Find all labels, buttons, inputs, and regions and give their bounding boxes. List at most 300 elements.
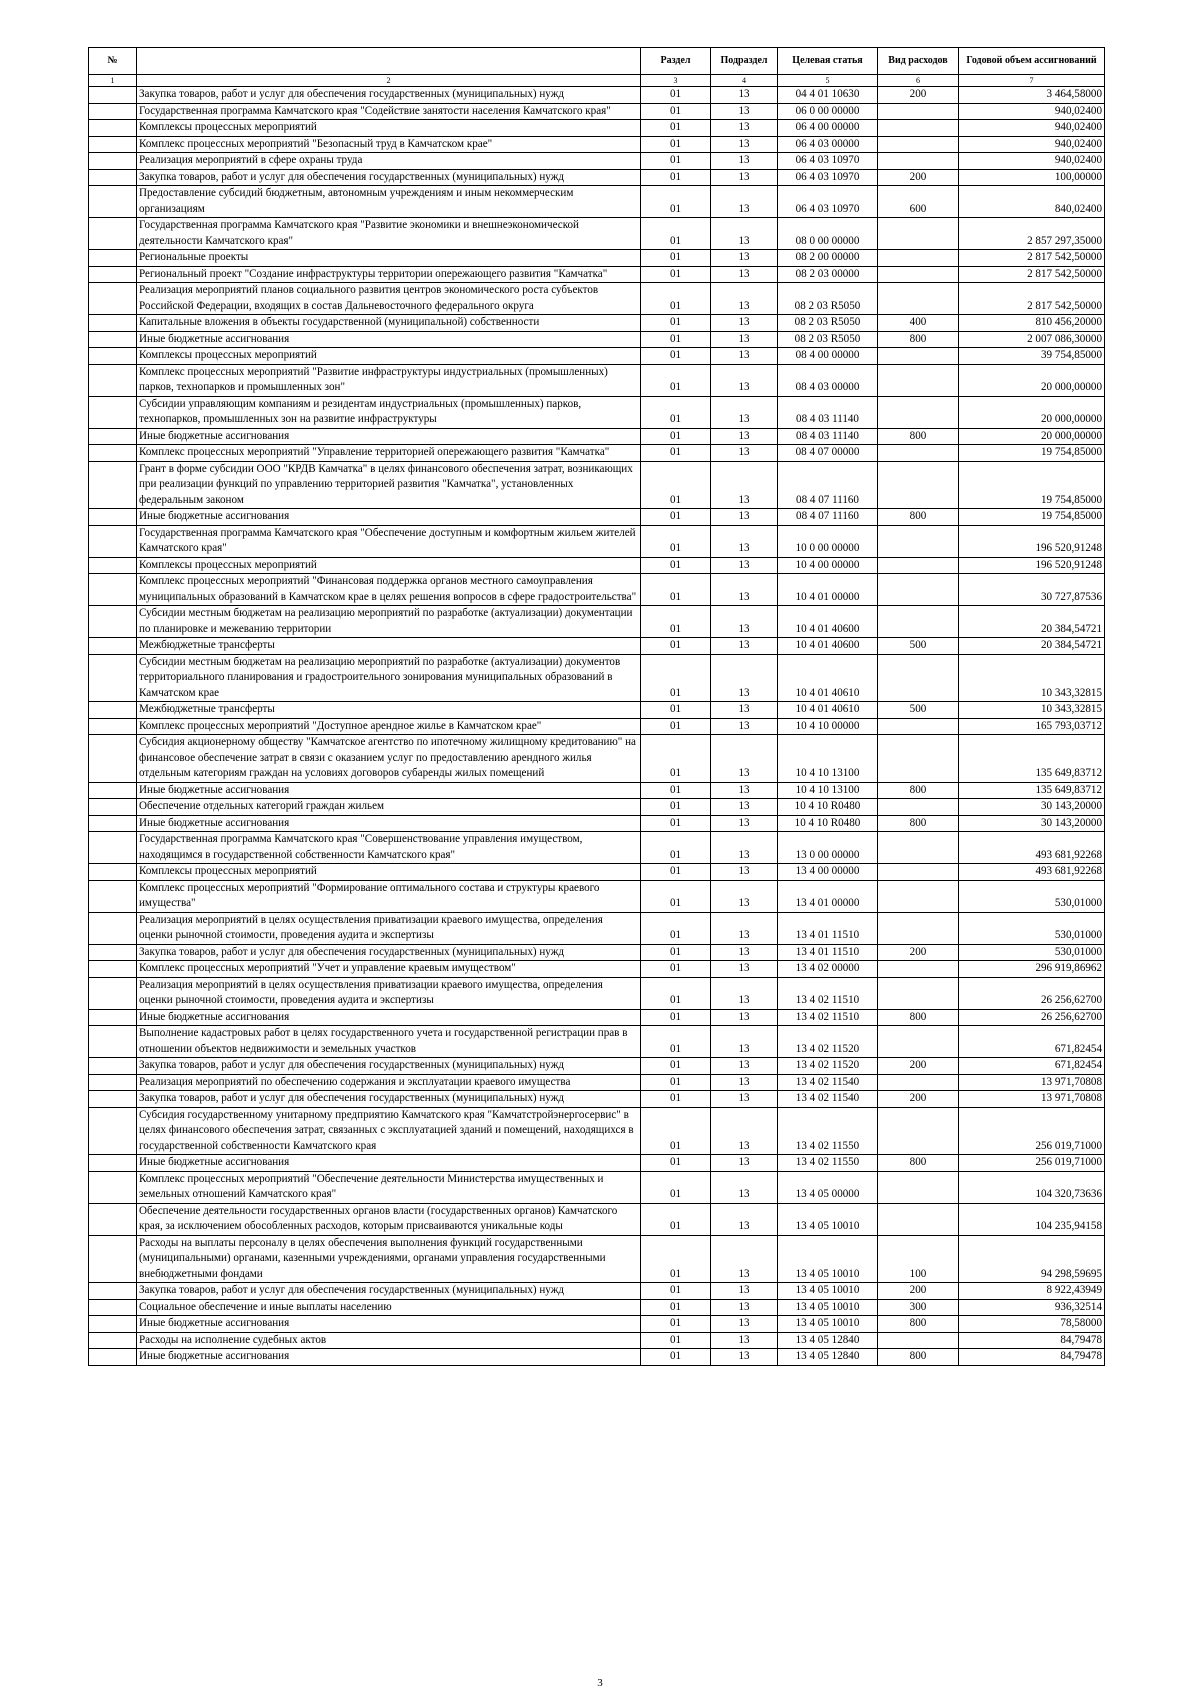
cell-name: Комплекс процессных мероприятий "Развитие инфраструктуры индустриальных (промышленных) парков, технопарков и промышленных зон" bbox=[137, 364, 641, 396]
cell-article: 13 4 05 10010 bbox=[778, 1316, 878, 1333]
cell-amount: 671,82454 bbox=[959, 1058, 1105, 1075]
cell-name: Государственная программа Камчатского края "Совершенствование управления имуществом, находящимся в государственной собственности Камчатского края" bbox=[137, 832, 641, 864]
table-row bbox=[89, 1171, 1105, 1203]
cell-name: Комплекс процессных мероприятий "Финансовая поддержка органов местного самоуправления муниципальных образований в Камчатском крае в целях решения вопросов в сфере градостроительства" bbox=[137, 574, 641, 606]
cell-num bbox=[89, 1107, 137, 1155]
cell-razdel: 01 bbox=[641, 1283, 711, 1300]
cell-amount: 94 298,59695 bbox=[959, 1235, 1105, 1283]
cell-article: 08 2 03 00000 bbox=[778, 266, 878, 283]
cell-amount: 30 143,20000 bbox=[959, 799, 1105, 816]
cell-podrazdel: 13 bbox=[711, 977, 778, 1009]
table-row bbox=[89, 944, 1105, 961]
cell-name: Расходы на исполнение судебных актов bbox=[137, 1332, 641, 1349]
cell-vid bbox=[878, 799, 959, 816]
cell-podrazdel: 13 bbox=[711, 1074, 778, 1091]
cell-name: Закупка товаров, работ и услуг для обеспечения государственных (муниципальных) нужд bbox=[137, 1091, 641, 1108]
cell-name: Комплексы процессных мероприятий bbox=[137, 120, 641, 137]
cell-podrazdel: 13 bbox=[711, 782, 778, 799]
cell-podrazdel: 13 bbox=[711, 815, 778, 832]
cell-name: Грант в форме субсидии ООО "КРДВ Камчатка" в целях финансового обеспечения затрат, возникающих при реализации функций по управлению территорией развития "Камчатка", установленных федеральным законом bbox=[137, 461, 641, 509]
cell-vid: 800 bbox=[878, 1155, 959, 1172]
cell-article: 10 4 00 00000 bbox=[778, 557, 878, 574]
cell-amount: 940,02400 bbox=[959, 103, 1105, 120]
cell-name: Региональный проект "Создание инфраструктуры территории опережающего развития "Камчатка" bbox=[137, 266, 641, 283]
cell-article: 06 4 00 00000 bbox=[778, 120, 878, 137]
cell-article: 13 4 05 10010 bbox=[778, 1235, 878, 1283]
cell-amount: 135 649,83712 bbox=[959, 735, 1105, 783]
cell-num bbox=[89, 718, 137, 735]
cell-vid bbox=[878, 364, 959, 396]
cell-name: Обеспечение деятельности государственных органов власти (государственных органов) Камчатского края, за исключением обособленных расходов, которым присваиваются уникальные коды bbox=[137, 1203, 641, 1235]
cell-article: 13 4 02 11550 bbox=[778, 1107, 878, 1155]
cell-name: Предоставление субсидий бюджетным, автономным учреждениям и иным некоммерческим организациям bbox=[137, 186, 641, 218]
table-row bbox=[89, 250, 1105, 267]
cell-podrazdel: 13 bbox=[711, 153, 778, 170]
cell-podrazdel: 13 bbox=[711, 1316, 778, 1333]
cell-num bbox=[89, 525, 137, 557]
cell-amount: 19 754,85000 bbox=[959, 461, 1105, 509]
cell-article: 08 0 00 00000 bbox=[778, 218, 878, 250]
cell-num bbox=[89, 428, 137, 445]
header-podrazdel: Подраздел bbox=[711, 48, 778, 75]
cell-podrazdel: 13 bbox=[711, 832, 778, 864]
table-row bbox=[89, 1203, 1105, 1235]
cell-name: Реализация мероприятий в сфере охраны труда bbox=[137, 153, 641, 170]
cell-name: Закупка товаров, работ и услуг для обеспечения государственных (муниципальных) нужд bbox=[137, 1283, 641, 1300]
page-number: 3 bbox=[597, 1677, 603, 1689]
cell-name: Субсидии местным бюджетам на реализацию мероприятий по разработке (актуализации) документации по планировке и межеванию территории bbox=[137, 606, 641, 638]
table-row bbox=[89, 864, 1105, 881]
cell-razdel: 01 bbox=[641, 1171, 711, 1203]
cell-name: Комплексы процессных мероприятий bbox=[137, 557, 641, 574]
cell-razdel: 01 bbox=[641, 832, 711, 864]
cell-name: Реализация мероприятий планов социального развития центров экономического роста субъектов Российской Федерации, входящих в состав Дальневосточного федерального округа bbox=[137, 283, 641, 315]
table-row bbox=[89, 364, 1105, 396]
cell-num bbox=[89, 250, 137, 267]
cell-vid bbox=[878, 832, 959, 864]
cell-amount: 940,02400 bbox=[959, 153, 1105, 170]
cell-name: Государственная программа Камчатского края "Обеспечение доступным и комфортным жильем жителей Камчатского края" bbox=[137, 525, 641, 557]
cell-amount: 30 143,20000 bbox=[959, 815, 1105, 832]
cell-razdel: 01 bbox=[641, 120, 711, 137]
cell-article: 13 4 02 11540 bbox=[778, 1091, 878, 1108]
column-number: 4 bbox=[711, 75, 778, 87]
cell-razdel: 01 bbox=[641, 1155, 711, 1172]
cell-num bbox=[89, 315, 137, 332]
cell-amount: 165 793,03712 bbox=[959, 718, 1105, 735]
cell-num bbox=[89, 654, 137, 702]
table-row bbox=[89, 912, 1105, 944]
cell-amount: 3 464,58000 bbox=[959, 87, 1105, 104]
cell-vid bbox=[878, 266, 959, 283]
cell-podrazdel: 13 bbox=[711, 961, 778, 978]
cell-name: Иные бюджетные ассигнования bbox=[137, 428, 641, 445]
cell-amount: 2 817 542,50000 bbox=[959, 266, 1105, 283]
cell-razdel: 01 bbox=[641, 1074, 711, 1091]
cell-num bbox=[89, 1026, 137, 1058]
cell-amount: 940,02400 bbox=[959, 136, 1105, 153]
cell-num bbox=[89, 1299, 137, 1316]
cell-vid bbox=[878, 977, 959, 1009]
column-number-row bbox=[89, 75, 1105, 87]
cell-name: Реализация мероприятий в целях осуществления приватизации краевого имущества, определения оценки рыночной стоимости, проведения аудита и экспертизы bbox=[137, 912, 641, 944]
cell-podrazdel: 13 bbox=[711, 331, 778, 348]
cell-name: Капитальные вложения в объекты государственной (муниципальной) собственности bbox=[137, 315, 641, 332]
cell-vid: 800 bbox=[878, 428, 959, 445]
cell-article: 10 4 01 40610 bbox=[778, 702, 878, 719]
table-row bbox=[89, 509, 1105, 526]
cell-article: 08 4 07 11160 bbox=[778, 509, 878, 526]
cell-num bbox=[89, 461, 137, 509]
cell-razdel: 01 bbox=[641, 136, 711, 153]
cell-num bbox=[89, 864, 137, 881]
table-header-row bbox=[89, 48, 1105, 75]
table-row bbox=[89, 283, 1105, 315]
cell-vid bbox=[878, 1332, 959, 1349]
cell-article: 13 4 05 12840 bbox=[778, 1349, 878, 1366]
cell-name: Субсидия акционерному обществу "Камчатское агентство по ипотечному жилищному кредитованию" на финансовое обеспечение затрат в связи с оказанием услуг по предоставлению арендного жилья отдельным категориям граждан на условиях договоров субаренды жилых помещений bbox=[137, 735, 641, 783]
cell-podrazdel: 13 bbox=[711, 944, 778, 961]
cell-razdel: 01 bbox=[641, 912, 711, 944]
table-row bbox=[89, 315, 1105, 332]
cell-num bbox=[89, 1349, 137, 1366]
column-number: 2 bbox=[137, 75, 641, 87]
table-row bbox=[89, 1155, 1105, 1172]
cell-num bbox=[89, 1009, 137, 1026]
cell-vid bbox=[878, 606, 959, 638]
cell-num bbox=[89, 283, 137, 315]
cell-num bbox=[89, 364, 137, 396]
cell-razdel: 01 bbox=[641, 218, 711, 250]
table-row bbox=[89, 1299, 1105, 1316]
cell-article: 13 4 01 00000 bbox=[778, 880, 878, 912]
table-row bbox=[89, 445, 1105, 462]
cell-num bbox=[89, 638, 137, 655]
cell-vid bbox=[878, 574, 959, 606]
cell-num bbox=[89, 87, 137, 104]
cell-num bbox=[89, 331, 137, 348]
table-row bbox=[89, 169, 1105, 186]
cell-podrazdel: 13 bbox=[711, 348, 778, 365]
cell-num bbox=[89, 832, 137, 864]
table-row bbox=[89, 1235, 1105, 1283]
cell-num bbox=[89, 266, 137, 283]
cell-razdel: 01 bbox=[641, 1349, 711, 1366]
cell-vid bbox=[878, 864, 959, 881]
cell-razdel: 01 bbox=[641, 880, 711, 912]
cell-vid bbox=[878, 880, 959, 912]
cell-vid bbox=[878, 283, 959, 315]
cell-vid: 800 bbox=[878, 1009, 959, 1026]
cell-num bbox=[89, 120, 137, 137]
cell-num bbox=[89, 782, 137, 799]
cell-article: 06 4 03 00000 bbox=[778, 136, 878, 153]
cell-razdel: 01 bbox=[641, 1299, 711, 1316]
cell-razdel: 01 bbox=[641, 250, 711, 267]
cell-razdel: 01 bbox=[641, 864, 711, 881]
cell-article: 13 4 02 11510 bbox=[778, 977, 878, 1009]
table-row bbox=[89, 702, 1105, 719]
cell-article: 08 4 03 11140 bbox=[778, 428, 878, 445]
cell-vid bbox=[878, 654, 959, 702]
cell-article: 04 4 01 10630 bbox=[778, 87, 878, 104]
cell-article: 13 4 00 00000 bbox=[778, 864, 878, 881]
table-row bbox=[89, 348, 1105, 365]
cell-amount: 296 919,86962 bbox=[959, 961, 1105, 978]
cell-amount: 2 007 086,30000 bbox=[959, 331, 1105, 348]
cell-amount: 135 649,83712 bbox=[959, 782, 1105, 799]
cell-razdel: 01 bbox=[641, 638, 711, 655]
table-row bbox=[89, 87, 1105, 104]
cell-amount: 84,79478 bbox=[959, 1332, 1105, 1349]
cell-amount: 940,02400 bbox=[959, 120, 1105, 137]
cell-razdel: 01 bbox=[641, 87, 711, 104]
cell-vid: 200 bbox=[878, 1283, 959, 1300]
header-vid: Вид расходов bbox=[878, 48, 959, 75]
cell-podrazdel: 13 bbox=[711, 315, 778, 332]
cell-amount: 20 384,54721 bbox=[959, 638, 1105, 655]
cell-num bbox=[89, 136, 137, 153]
cell-razdel: 01 bbox=[641, 718, 711, 735]
cell-razdel: 01 bbox=[641, 364, 711, 396]
cell-name: Обеспечение отдельных категорий граждан жильем bbox=[137, 799, 641, 816]
cell-podrazdel: 13 bbox=[711, 120, 778, 137]
table-row bbox=[89, 461, 1105, 509]
cell-num bbox=[89, 574, 137, 606]
cell-num bbox=[89, 1058, 137, 1075]
cell-razdel: 01 bbox=[641, 428, 711, 445]
cell-podrazdel: 13 bbox=[711, 1171, 778, 1203]
cell-num bbox=[89, 1171, 137, 1203]
cell-podrazdel: 13 bbox=[711, 1155, 778, 1172]
column-number: 3 bbox=[641, 75, 711, 87]
cell-num bbox=[89, 103, 137, 120]
cell-num bbox=[89, 218, 137, 250]
cell-vid bbox=[878, 912, 959, 944]
cell-vid bbox=[878, 1074, 959, 1091]
cell-razdel: 01 bbox=[641, 1203, 711, 1235]
table-row bbox=[89, 832, 1105, 864]
cell-podrazdel: 13 bbox=[711, 1283, 778, 1300]
cell-article: 13 4 02 00000 bbox=[778, 961, 878, 978]
table-row bbox=[89, 331, 1105, 348]
cell-vid: 100 bbox=[878, 1235, 959, 1283]
cell-article: 08 4 00 00000 bbox=[778, 348, 878, 365]
cell-name: Комплекс процессных мероприятий "Управление территорией опережающего развития "Камчатка" bbox=[137, 445, 641, 462]
cell-podrazdel: 13 bbox=[711, 718, 778, 735]
cell-razdel: 01 bbox=[641, 315, 711, 332]
cell-name: Комплекс процессных мероприятий "Формирование оптимального состава и структуры краевого имущества" bbox=[137, 880, 641, 912]
cell-article: 06 4 03 10970 bbox=[778, 186, 878, 218]
cell-article: 10 4 10 13100 bbox=[778, 782, 878, 799]
cell-razdel: 01 bbox=[641, 961, 711, 978]
cell-razdel: 01 bbox=[641, 1107, 711, 1155]
table-row bbox=[89, 574, 1105, 606]
cell-amount: 78,58000 bbox=[959, 1316, 1105, 1333]
cell-num bbox=[89, 1316, 137, 1333]
cell-article: 10 4 01 40610 bbox=[778, 654, 878, 702]
cell-article: 06 4 03 10970 bbox=[778, 169, 878, 186]
cell-vid bbox=[878, 445, 959, 462]
cell-razdel: 01 bbox=[641, 348, 711, 365]
cell-article: 13 4 02 11510 bbox=[778, 1009, 878, 1026]
cell-razdel: 01 bbox=[641, 1316, 711, 1333]
table-row bbox=[89, 1074, 1105, 1091]
cell-podrazdel: 13 bbox=[711, 880, 778, 912]
cell-vid bbox=[878, 103, 959, 120]
cell-vid bbox=[878, 1107, 959, 1155]
table-row bbox=[89, 815, 1105, 832]
cell-podrazdel: 13 bbox=[711, 250, 778, 267]
cell-vid: 300 bbox=[878, 1299, 959, 1316]
cell-num bbox=[89, 1155, 137, 1172]
cell-amount: 10 343,32815 bbox=[959, 654, 1105, 702]
cell-name: Иные бюджетные ассигнования bbox=[137, 1155, 641, 1172]
cell-num bbox=[89, 880, 137, 912]
table-row bbox=[89, 525, 1105, 557]
cell-name: Иные бюджетные ассигнования bbox=[137, 1349, 641, 1366]
cell-article: 08 4 03 00000 bbox=[778, 364, 878, 396]
cell-vid bbox=[878, 250, 959, 267]
cell-vid bbox=[878, 136, 959, 153]
cell-num bbox=[89, 702, 137, 719]
cell-razdel: 01 bbox=[641, 1091, 711, 1108]
cell-article: 13 4 02 11540 bbox=[778, 1074, 878, 1091]
cell-vid bbox=[878, 120, 959, 137]
cell-article: 13 4 05 10010 bbox=[778, 1283, 878, 1300]
table-row bbox=[89, 735, 1105, 783]
cell-podrazdel: 13 bbox=[711, 525, 778, 557]
cell-podrazdel: 13 bbox=[711, 509, 778, 526]
cell-podrazdel: 13 bbox=[711, 638, 778, 655]
cell-razdel: 01 bbox=[641, 266, 711, 283]
cell-num bbox=[89, 153, 137, 170]
cell-razdel: 01 bbox=[641, 331, 711, 348]
cell-razdel: 01 bbox=[641, 169, 711, 186]
cell-vid bbox=[878, 1171, 959, 1203]
cell-num bbox=[89, 1091, 137, 1108]
table-row bbox=[89, 961, 1105, 978]
cell-name: Иные бюджетные ассигнования bbox=[137, 782, 641, 799]
cell-amount: 936,32514 bbox=[959, 1299, 1105, 1316]
table-row bbox=[89, 638, 1105, 655]
cell-amount: 493 681,92268 bbox=[959, 832, 1105, 864]
cell-podrazdel: 13 bbox=[711, 702, 778, 719]
cell-razdel: 01 bbox=[641, 1026, 711, 1058]
cell-podrazdel: 13 bbox=[711, 1332, 778, 1349]
cell-name: Государственная программа Камчатского края "Содействие занятости населения Камчатского края" bbox=[137, 103, 641, 120]
cell-podrazdel: 13 bbox=[711, 606, 778, 638]
cell-name: Социальное обеспечение и иные выплаты населению bbox=[137, 1299, 641, 1316]
cell-razdel: 01 bbox=[641, 574, 711, 606]
cell-num bbox=[89, 1203, 137, 1235]
cell-amount: 26 256,62700 bbox=[959, 1009, 1105, 1026]
table-row bbox=[89, 1107, 1105, 1155]
cell-vid bbox=[878, 525, 959, 557]
cell-podrazdel: 13 bbox=[711, 364, 778, 396]
cell-vid: 800 bbox=[878, 509, 959, 526]
cell-vid: 800 bbox=[878, 782, 959, 799]
cell-razdel: 01 bbox=[641, 977, 711, 1009]
cell-num bbox=[89, 169, 137, 186]
cell-name: Выполнение кадастровых работ в целях государственного учета и государственной регистрации прав в отношении объектов недвижимости и земельных участков bbox=[137, 1026, 641, 1058]
cell-razdel: 01 bbox=[641, 799, 711, 816]
cell-vid: 600 bbox=[878, 186, 959, 218]
cell-vid bbox=[878, 396, 959, 428]
cell-name: Закупка товаров, работ и услуг для обеспечения государственных (муниципальных) нужд bbox=[137, 169, 641, 186]
cell-amount: 2 817 542,50000 bbox=[959, 283, 1105, 315]
cell-name: Комплексы процессных мероприятий bbox=[137, 864, 641, 881]
cell-podrazdel: 13 bbox=[711, 557, 778, 574]
cell-podrazdel: 13 bbox=[711, 1203, 778, 1235]
cell-amount: 10 343,32815 bbox=[959, 702, 1105, 719]
cell-amount: 20 384,54721 bbox=[959, 606, 1105, 638]
cell-vid: 800 bbox=[878, 1316, 959, 1333]
column-number: 6 bbox=[878, 75, 959, 87]
header-name bbox=[137, 48, 641, 75]
cell-podrazdel: 13 bbox=[711, 1009, 778, 1026]
header-amount: Годовой объем ассигнований bbox=[959, 48, 1105, 75]
table-row bbox=[89, 1332, 1105, 1349]
cell-article: 13 4 02 11520 bbox=[778, 1026, 878, 1058]
cell-num bbox=[89, 606, 137, 638]
table-row bbox=[89, 1349, 1105, 1366]
cell-name: Реализация мероприятий в целях осуществления приватизации краевого имущества, определения оценки рыночной стоимости, проведения аудита и экспертизы bbox=[137, 977, 641, 1009]
cell-num bbox=[89, 1332, 137, 1349]
cell-podrazdel: 13 bbox=[711, 445, 778, 462]
cell-razdel: 01 bbox=[641, 1332, 711, 1349]
cell-amount: 196 520,91248 bbox=[959, 557, 1105, 574]
cell-name: Субсидия государственному унитарному предприятию Камчатского края "Камчатстройэнергосервис" в целях финансового обеспечения затрат, связанных с эксплуатацией зданий и помещений, находящихся в государственной собственности Камчатского края bbox=[137, 1107, 641, 1155]
cell-amount: 13 971,70808 bbox=[959, 1091, 1105, 1108]
cell-article: 13 4 05 00000 bbox=[778, 1171, 878, 1203]
cell-podrazdel: 13 bbox=[711, 1299, 778, 1316]
cell-article: 06 4 03 10970 bbox=[778, 153, 878, 170]
cell-razdel: 01 bbox=[641, 461, 711, 509]
cell-num bbox=[89, 799, 137, 816]
cell-vid bbox=[878, 718, 959, 735]
cell-podrazdel: 13 bbox=[711, 1026, 778, 1058]
cell-vid: 200 bbox=[878, 1058, 959, 1075]
cell-amount: 671,82454 bbox=[959, 1026, 1105, 1058]
cell-podrazdel: 13 bbox=[711, 1349, 778, 1366]
cell-num bbox=[89, 815, 137, 832]
cell-amount: 530,01000 bbox=[959, 912, 1105, 944]
cell-razdel: 01 bbox=[641, 1009, 711, 1026]
cell-article: 08 4 07 00000 bbox=[778, 445, 878, 462]
cell-podrazdel: 13 bbox=[711, 218, 778, 250]
cell-amount: 13 971,70808 bbox=[959, 1074, 1105, 1091]
cell-amount: 256 019,71000 bbox=[959, 1107, 1105, 1155]
cell-article: 10 4 10 R0480 bbox=[778, 815, 878, 832]
table-row bbox=[89, 1283, 1105, 1300]
cell-vid bbox=[878, 961, 959, 978]
cell-name: Межбюджетные трансферты bbox=[137, 638, 641, 655]
table-row bbox=[89, 606, 1105, 638]
cell-amount: 26 256,62700 bbox=[959, 977, 1105, 1009]
cell-num bbox=[89, 944, 137, 961]
table-row bbox=[89, 799, 1105, 816]
cell-article: 08 4 03 11140 bbox=[778, 396, 878, 428]
cell-num bbox=[89, 1283, 137, 1300]
cell-article: 10 4 01 40600 bbox=[778, 638, 878, 655]
cell-amount: 196 520,91248 bbox=[959, 525, 1105, 557]
cell-razdel: 01 bbox=[641, 396, 711, 428]
table-row bbox=[89, 1026, 1105, 1058]
cell-name: Комплексы процессных мероприятий bbox=[137, 348, 641, 365]
cell-vid: 800 bbox=[878, 331, 959, 348]
table-row bbox=[89, 654, 1105, 702]
